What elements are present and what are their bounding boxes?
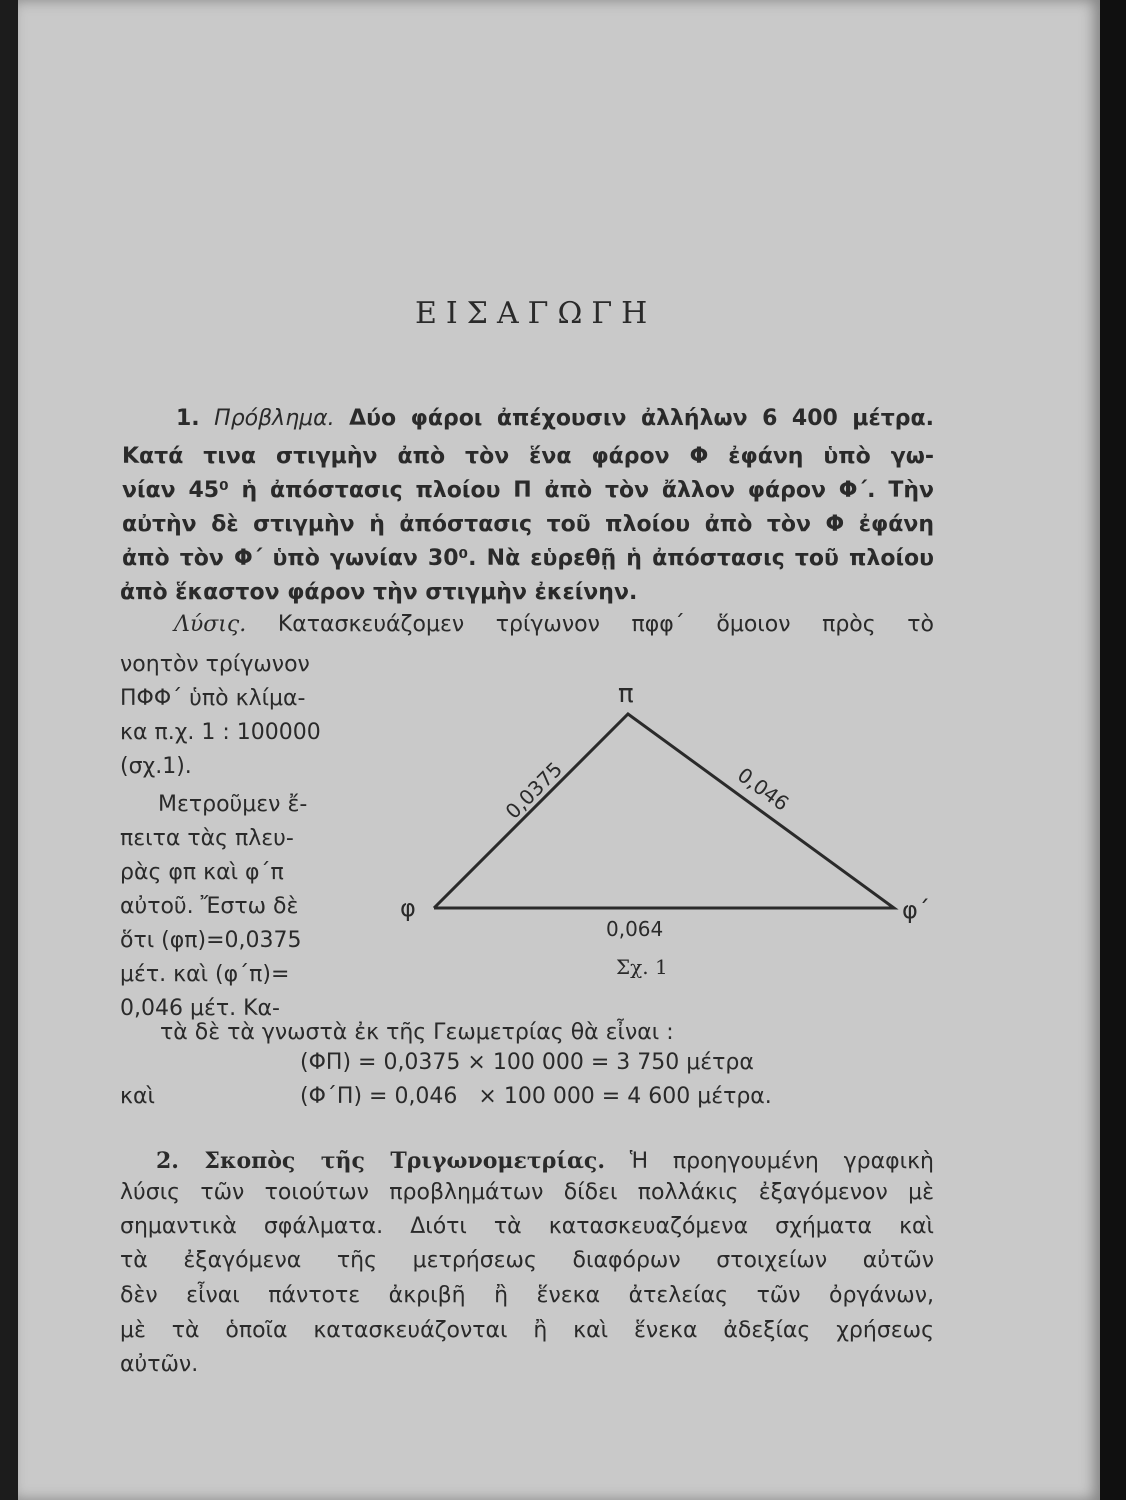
section2-title: 2. Σκοπὸς τῆς Τριγωνομετρίας. — [156, 1148, 605, 1174]
problem-line-6: ἀπὸ ἕκαστον φάρον τὴν στιγμὴν ἐκείνην. — [120, 580, 638, 605]
problem-label: Πρόβλημα. — [214, 406, 335, 431]
problem-line-5 — [122, 546, 934, 571]
column-line: πειτα τὰς πλευ- — [120, 826, 294, 851]
equation-2-prefix: καὶ — [120, 1084, 155, 1109]
problem-line-3 — [122, 478, 934, 503]
column-line: νοητὸν τρίγωνον — [120, 652, 310, 677]
problem-text-line: Κατά τινα στιγμὴν ἀπὸ τὸν ἕνα φάρον Φ ἐφάνη ὑπὸ γω- — [122, 444, 934, 469]
section2-line: λύσις τῶν τοιούτων προβλημάτων δίδει πολλάκις ἐξαγόμενον μὲ — [120, 1180, 934, 1205]
problem-line-1 — [122, 406, 934, 431]
vertex-left-label: φ — [400, 894, 416, 922]
triangle-shape — [434, 714, 894, 908]
solution-label: Λύσις. — [174, 612, 247, 637]
side-base-label: 0,064 — [606, 917, 664, 941]
section2-first-line — [120, 1148, 934, 1174]
section2-line: σημαντικὰ σφάλματα. Διότι τὰ κατασκευαζόμενα σχήματα καὶ — [120, 1214, 934, 1239]
column-line: αὐτοῦ. Ἔστω δὲ — [120, 894, 299, 919]
column-line: (σχ.1). — [120, 754, 192, 779]
section2-first-text: Ἡ προηγουμένη γραφικὴ — [629, 1149, 934, 1174]
section2-line: μὲ τὰ ὁποῖα κατασκευάζονται ἢ καὶ ἕνεκα ἀδεξίας χρήσεως — [120, 1318, 934, 1343]
solution-after-line: τὰ δὲ τὰ γνωστὰ ἐκ τῆς Γεωμετρίας θὰ εἶναι : — [160, 1020, 674, 1045]
problem-text-line: Δύο φάροι ἀπέχουσιν ἀλλήλων 6 400 μέτρα. — [349, 406, 934, 431]
problem-text-line: αὐτὴν δὲ στιγμὴν ἡ ἀπόστασις τοῦ πλοίου ἀπὸ τὸν Φ ἐφάνη — [122, 512, 934, 537]
vertex-top-label: π — [618, 679, 634, 709]
side-left-label: 0,0375 — [500, 757, 568, 824]
solution-first-text: Κατασκευάζομεν τρίγωνον πφφ΄ ὅμοιον πρὸς τὸ — [277, 612, 934, 637]
solution-first-line — [120, 612, 934, 637]
column-line: Μετροῦμεν ἔ- — [158, 792, 308, 817]
problem-text-line: ἀπὸ τὸν Φ΄ ὑπὸ γωνίαν 30⁰. Νὰ εὑρεθῇ ἡ ἀπόστασις τοῦ πλοίου — [122, 546, 934, 571]
solution-column — [120, 648, 321, 1026]
problem-number: 1. — [176, 406, 200, 431]
equation-1: (ΦΠ) = 0,0375 × 100 000 = 3 750 μέτρα — [300, 1050, 754, 1075]
vertex-right-label: φ΄ — [902, 896, 930, 924]
section2-last-line: αὐτῶν. — [120, 1352, 199, 1377]
problem-line-4 — [122, 512, 934, 537]
column-line: κα π.χ. 1 : 100000 — [120, 720, 321, 745]
column-line: ὅτι (φπ)=0,0375 — [120, 928, 302, 953]
column-line: μέτ. καὶ (φ΄π)= — [120, 962, 290, 987]
equation-2: (Φ΄Π) = 0,046 × 100 000 = 4 600 μέτρα. — [300, 1084, 772, 1109]
problem-text-line: νίαν 45⁰ ἡ ἀπόστασις πλοίου Π ἀπὸ τὸν ἄλλον φάρον Φ΄. Τὴν — [122, 478, 934, 503]
problem-line-2 — [122, 444, 934, 469]
chapter-heading: ΕΙΣΑΓΩΓΗ — [415, 296, 657, 331]
page-edge — [1100, 0, 1126, 1500]
triangle-figure — [390, 670, 950, 990]
column-line: ρὰς φπ καὶ φ΄π — [120, 860, 284, 885]
column-line: ΠΦΦ΄ ὑπὸ κλίμα- — [120, 686, 306, 711]
section2-line: τὰ ἐξαγόμενα τῆς μετρήσεως διαφόρων στοιχείων αὐτῶν — [120, 1248, 934, 1273]
section2-line: δὲν εἶναι πάντοτε ἀκριβῆ ἢ ἕνεκα ἀτελείας τῶν ὀργάνων, — [120, 1283, 934, 1308]
figure-caption: Σχ. 1 — [616, 955, 668, 979]
column-line: 0,046 μέτ. Κα- — [120, 996, 280, 1021]
side-right-label: 0,046 — [733, 762, 794, 816]
